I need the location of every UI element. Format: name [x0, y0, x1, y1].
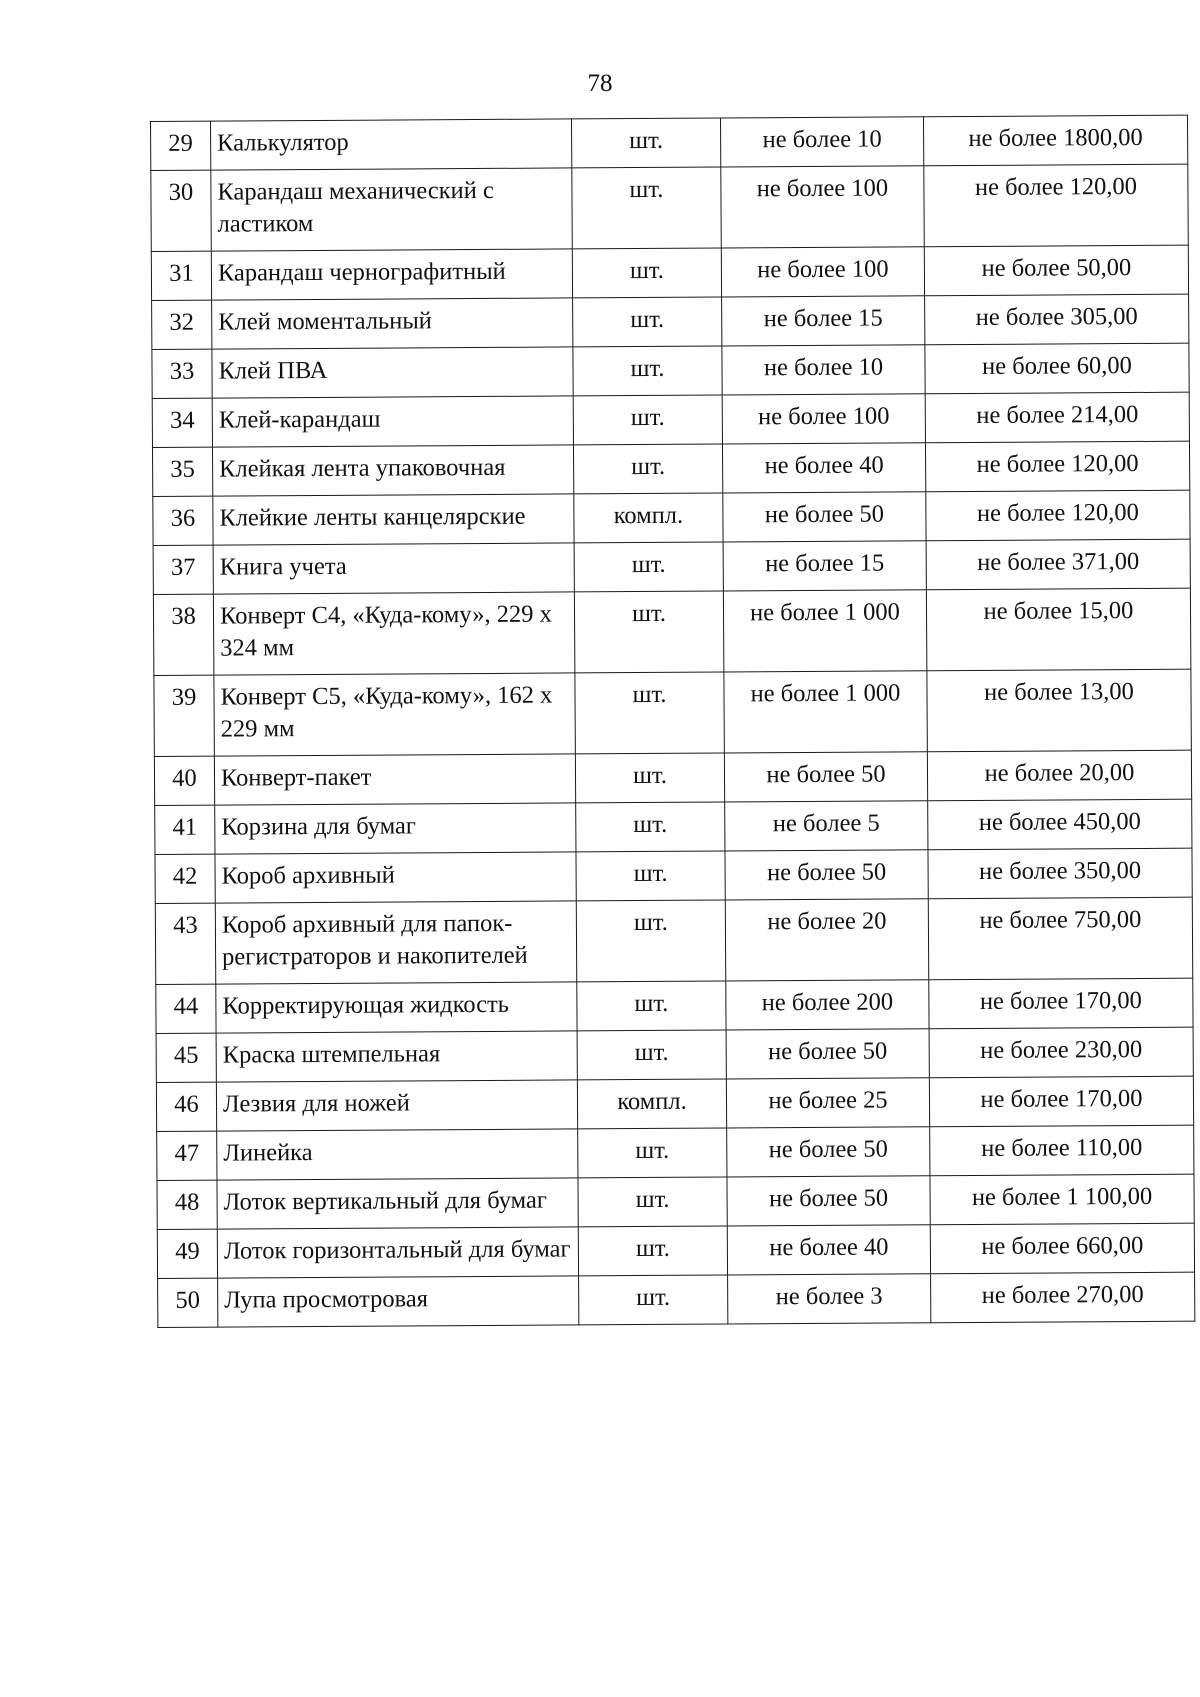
item-name: Клей моментальный [212, 298, 573, 349]
table-wrapper [150, 115, 1195, 1328]
unit-of-measure: шт. [577, 981, 726, 1031]
table-row [157, 1174, 1194, 1229]
price-limit: не более 1 100,00 [930, 1174, 1194, 1225]
unit-of-measure: шт. [572, 167, 721, 249]
table-row [154, 750, 1191, 805]
row-number: 30 [151, 170, 211, 251]
price-limit: не более 170,00 [929, 978, 1193, 1029]
unit-of-measure: шт. [574, 542, 723, 592]
item-name: Конверт С4, «Куда-кому», 229 х 324 мм [213, 592, 574, 675]
item-name: Лезвия для ножей [216, 1080, 577, 1131]
quantity-limit: не более 1 000 [723, 590, 926, 672]
quantity-limit: не более 100 [721, 166, 924, 248]
quantity-limit: не более 10 [720, 117, 923, 167]
table-row [157, 1125, 1194, 1180]
item-name: Краска штемпельная [216, 1031, 577, 1082]
quantity-limit: не более 50 [725, 850, 928, 900]
row-number: 29 [151, 121, 211, 170]
price-limit: не более 305,00 [925, 294, 1189, 345]
row-number: 35 [152, 447, 212, 496]
item-name: Линейка [217, 1129, 578, 1180]
unit-of-measure: шт. [578, 1128, 727, 1178]
quantity-limit: не более 1 000 [724, 671, 927, 753]
price-limit: не более 230,00 [929, 1027, 1193, 1078]
table-row [152, 294, 1189, 349]
quantity-limit: не более 50 [723, 492, 926, 542]
table-row [156, 978, 1193, 1033]
page-number: 78 [587, 70, 613, 97]
price-limit: не более 120,00 [926, 490, 1190, 541]
item-name: Лоток вертикальный для бумаг [217, 1178, 578, 1229]
quantity-limit: не более 50 [727, 1176, 930, 1226]
quantity-limit: не более 100 [721, 247, 924, 297]
row-number: 41 [155, 805, 215, 854]
quantity-limit: не более 25 [726, 1078, 929, 1128]
unit-of-measure: шт. [572, 248, 721, 298]
unit-of-measure: шт. [578, 1226, 727, 1276]
table-row [151, 115, 1188, 170]
item-name: Лупа просмотровая [218, 1276, 579, 1327]
item-name: Книга учета [213, 543, 574, 594]
row-number: 42 [155, 854, 215, 903]
row-number: 43 [155, 903, 215, 984]
item-name: Корректирующая жидкость [216, 982, 577, 1033]
table-row [158, 1272, 1195, 1327]
price-limit: не более 13,00 [927, 669, 1191, 752]
table-row [156, 1027, 1193, 1082]
quantity-limit: не более 200 [726, 980, 929, 1030]
price-limit: не более 170,00 [929, 1076, 1193, 1127]
table-row [151, 245, 1188, 300]
table-row [152, 343, 1189, 398]
table-row [154, 669, 1191, 756]
price-limit: не более 50,00 [924, 245, 1188, 296]
row-number: 39 [154, 675, 214, 756]
price-limit: не более 120,00 [924, 164, 1188, 247]
unit-of-measure: шт. [575, 753, 724, 803]
row-number: 48 [157, 1180, 217, 1229]
table-row [152, 441, 1189, 496]
row-number: 37 [153, 545, 213, 594]
table-row [155, 799, 1192, 854]
price-limit: не более 750,00 [928, 897, 1192, 980]
unit-of-measure: шт. [573, 395, 722, 445]
quantity-limit: не более 100 [722, 394, 925, 444]
item-name: Карандаш механический с ластиком [211, 168, 572, 251]
row-number: 32 [152, 300, 212, 349]
item-name: Корзина для бумаг [215, 803, 576, 854]
unit-of-measure: шт. [579, 1275, 728, 1325]
price-limit: не более 660,00 [930, 1223, 1194, 1274]
supplies-table [150, 115, 1195, 1328]
price-limit: не более 371,00 [926, 539, 1190, 590]
quantity-limit: не более 15 [723, 541, 926, 591]
table-row [153, 539, 1190, 594]
item-name: Конверт-пакет [214, 754, 575, 805]
row-number: 47 [157, 1131, 217, 1180]
price-limit: не более 60,00 [925, 343, 1189, 394]
row-number: 50 [158, 1278, 218, 1327]
row-number: 38 [153, 594, 213, 675]
unit-of-measure: шт. [575, 672, 724, 754]
item-name: Короб архивный [215, 852, 576, 903]
unit-of-measure: шт. [576, 900, 725, 982]
row-number: 46 [156, 1082, 216, 1131]
unit-of-measure: шт. [571, 118, 720, 168]
quantity-limit: не более 40 [722, 443, 925, 493]
price-limit: не более 120,00 [925, 441, 1189, 492]
table-row [153, 490, 1190, 545]
table-row [151, 164, 1188, 251]
price-limit: не более 350,00 [928, 848, 1192, 899]
quantity-limit: не более 3 [728, 1274, 931, 1324]
item-name: Клей-карандаш [212, 396, 573, 447]
row-number: 36 [153, 496, 213, 545]
quantity-limit: не более 15 [722, 296, 925, 346]
table-row [155, 897, 1192, 984]
table-row [157, 1223, 1194, 1278]
unit-of-measure: шт. [573, 346, 722, 396]
item-name: Короб архивный для папок-регистраторов и накопителей [215, 901, 576, 984]
unit-of-measure: шт. [574, 591, 723, 673]
item-name: Клейкие ленты канцелярские [213, 494, 574, 545]
unit-of-measure: шт. [577, 1030, 726, 1080]
quantity-limit: не более 50 [726, 1029, 929, 1079]
item-name: Лоток горизонтальный для бумаг [217, 1227, 578, 1278]
price-limit: не более 110,00 [930, 1125, 1194, 1176]
price-limit: не более 20,00 [927, 750, 1191, 801]
quantity-limit: не более 50 [724, 752, 927, 802]
row-number: 31 [151, 251, 211, 300]
item-name: Калькулятор [211, 119, 572, 170]
table-row [152, 392, 1189, 447]
unit-of-measure: шт. [578, 1177, 727, 1227]
row-number: 33 [152, 349, 212, 398]
quantity-limit: не более 5 [725, 801, 928, 851]
row-number: 45 [156, 1033, 216, 1082]
price-limit: не более 1800,00 [923, 115, 1187, 166]
item-name: Клей ПВА [212, 347, 573, 398]
item-name: Карандаш чернографитный [211, 249, 572, 300]
unit-of-measure: компл. [574, 493, 723, 543]
row-number: 44 [156, 984, 216, 1033]
row-number: 34 [152, 398, 212, 447]
item-name: Клейкая лента упаковочная [212, 445, 573, 496]
price-limit: не более 214,00 [925, 392, 1189, 443]
table-row [156, 1076, 1193, 1131]
price-limit: не более 270,00 [931, 1272, 1195, 1323]
quantity-limit: не более 50 [727, 1127, 930, 1177]
table-row [153, 588, 1190, 675]
item-name: Конверт С5, «Куда-кому», 162 х 229 мм [214, 673, 575, 756]
row-number: 49 [157, 1229, 217, 1278]
unit-of-measure: шт. [573, 444, 722, 494]
quantity-limit: не более 40 [727, 1225, 930, 1275]
unit-of-measure: шт. [573, 297, 722, 347]
table-row [155, 848, 1192, 903]
quantity-limit: не более 20 [725, 899, 928, 981]
unit-of-measure: шт. [576, 851, 725, 901]
quantity-limit: не более 10 [722, 345, 925, 395]
table-body [151, 115, 1195, 1327]
price-limit: не более 450,00 [928, 799, 1192, 850]
price-limit: не более 15,00 [926, 588, 1190, 671]
unit-of-measure: компл. [577, 1079, 726, 1129]
row-number: 40 [154, 756, 214, 805]
unit-of-measure: шт. [576, 802, 725, 852]
